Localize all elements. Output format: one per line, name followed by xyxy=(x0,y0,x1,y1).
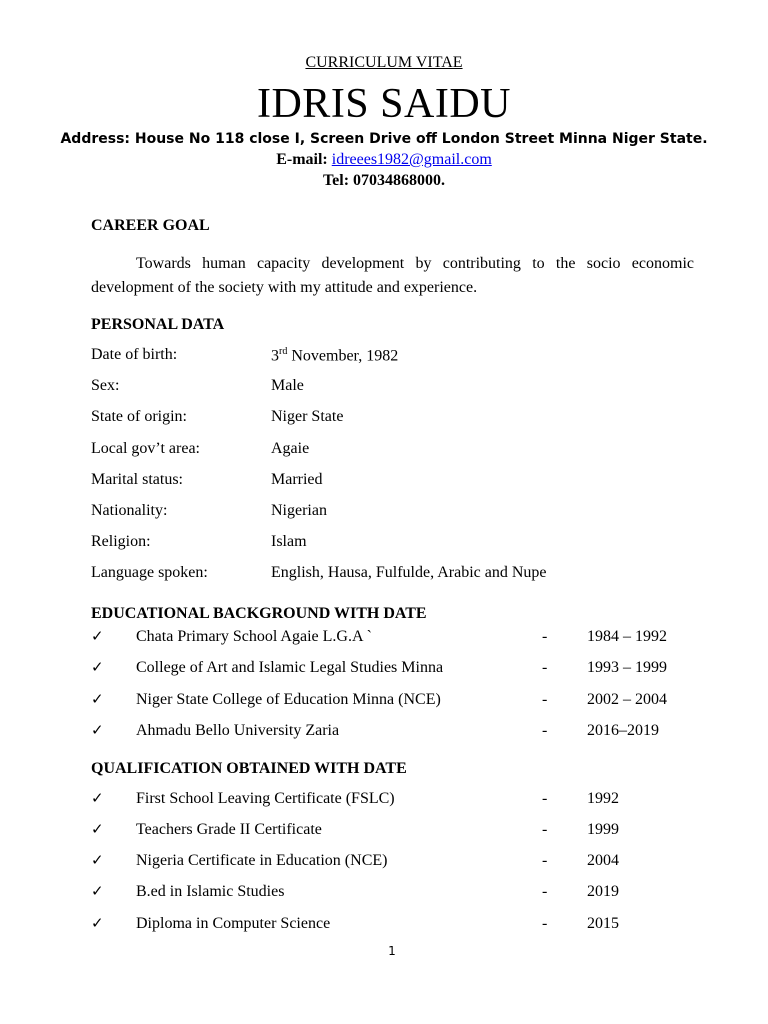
email-label: E-mail: xyxy=(276,151,328,168)
personal-label: Sex: xyxy=(91,377,120,394)
career-goal-heading: CAREER GOAL xyxy=(91,217,210,234)
qualification-item xyxy=(91,852,691,874)
personal-row xyxy=(91,533,691,555)
telephone-line: Tel: 07034868000. xyxy=(322,172,446,189)
qualification-title: Nigeria Certificate in Education (NCE) xyxy=(136,852,388,869)
checkmark-icon: ✓ xyxy=(91,789,104,807)
school-name: Niger State College of Education Minna (NCE) xyxy=(136,691,441,708)
personal-label: Religion: xyxy=(91,533,151,550)
qualification-item xyxy=(91,883,691,905)
personal-value: 3rd November, 1982 xyxy=(271,346,399,365)
personal-value: English, Hausa, Fulfulde, Arabic and Nupe xyxy=(271,564,547,581)
email-link[interactable]: idreees1982@gmail.com xyxy=(331,151,492,168)
education-item xyxy=(91,722,691,744)
checkmark-icon: ✓ xyxy=(91,820,104,838)
qualification-title: Diploma in Computer Science xyxy=(136,915,331,932)
personal-value: Nigerian xyxy=(271,502,327,519)
separator-dash: - xyxy=(542,852,548,869)
school-name: Ahmadu Bello University Zaria xyxy=(136,722,340,739)
personal-row xyxy=(91,564,691,586)
personal-value: Agaie xyxy=(271,440,310,457)
personal-label: Nationality: xyxy=(91,502,168,519)
separator-dash: - xyxy=(542,659,548,676)
checkmark-icon: ✓ xyxy=(91,721,104,739)
personal-label: Marital status: xyxy=(91,471,183,488)
candidate-name: IDRIS SAIDU xyxy=(256,81,511,127)
separator-dash: - xyxy=(542,915,548,932)
career-goal-text: Towards human capacity development by contributing to the socio economic development of the society with my attitude and experience. xyxy=(91,255,694,296)
personal-value: Niger State xyxy=(271,408,344,425)
personal-row xyxy=(91,502,691,524)
checkmark-icon: ✓ xyxy=(91,627,104,645)
separator-dash: - xyxy=(542,722,548,739)
separator-dash: - xyxy=(542,790,548,807)
qualification-title: B.ed in Islamic Studies xyxy=(136,883,285,900)
email-line xyxy=(0,151,768,169)
personal-row xyxy=(91,377,691,399)
education-item xyxy=(91,659,691,681)
separator-dash: - xyxy=(542,628,548,645)
qualification-item xyxy=(91,915,691,937)
education-item xyxy=(91,691,691,713)
education-item xyxy=(91,628,691,650)
page-number: 1 xyxy=(388,944,396,958)
personal-label: Local gov’t area: xyxy=(91,440,200,457)
personal-label: Language spoken: xyxy=(91,564,208,581)
school-dates: 2002 – 2004 xyxy=(587,691,667,708)
qualification-item xyxy=(91,790,691,812)
personal-label: State of origin: xyxy=(91,408,187,425)
school-dates: 2016–2019 xyxy=(587,722,659,739)
personal-label: Date of birth: xyxy=(91,346,178,363)
personal-value: Male xyxy=(271,377,304,394)
qualification-year: 2015 xyxy=(587,915,619,932)
separator-dash: - xyxy=(542,883,548,900)
checkmark-icon: ✓ xyxy=(91,851,104,869)
qualification-year: 1999 xyxy=(587,821,619,838)
personal-data-heading: PERSONAL DATA xyxy=(91,316,225,333)
school-name: College of Art and Islamic Legal Studies Minna xyxy=(136,659,444,676)
qualification-year: 1992 xyxy=(587,790,619,807)
qualification-item xyxy=(91,821,691,843)
personal-row xyxy=(91,408,691,430)
school-dates: 1984 – 1992 xyxy=(587,628,667,645)
separator-dash: - xyxy=(542,691,548,708)
personal-value: Islam xyxy=(271,533,307,550)
qualification-heading: QUALIFICATION OBTAINED WITH DATE xyxy=(91,760,407,777)
personal-row xyxy=(91,440,691,462)
checkmark-icon: ✓ xyxy=(91,690,104,708)
personal-value: Married xyxy=(271,471,323,488)
personal-row-dob xyxy=(91,346,691,368)
document-label: CURRICULUM VITAE xyxy=(305,54,463,71)
qualification-title: First School Leaving Certificate (FSLC) xyxy=(136,790,395,807)
school-name: Chata Primary School Agaie L.G.A ` xyxy=(136,628,372,645)
separator-dash: - xyxy=(542,821,548,838)
qualification-year: 2004 xyxy=(587,852,619,869)
checkmark-icon: ✓ xyxy=(91,914,104,932)
qualification-year: 2019 xyxy=(587,883,619,900)
qualification-title: Teachers Grade II Certificate xyxy=(136,821,322,838)
checkmark-icon: ✓ xyxy=(91,658,104,676)
school-dates: 1993 – 1999 xyxy=(587,659,667,676)
checkmark-icon: ✓ xyxy=(91,882,104,900)
address-line: Address: House No 118 close I, Screen Drive off London Street Minna Niger State. xyxy=(60,131,708,147)
education-heading: EDUCATIONAL BACKGROUND WITH DATE xyxy=(91,605,427,622)
personal-row xyxy=(91,471,691,493)
